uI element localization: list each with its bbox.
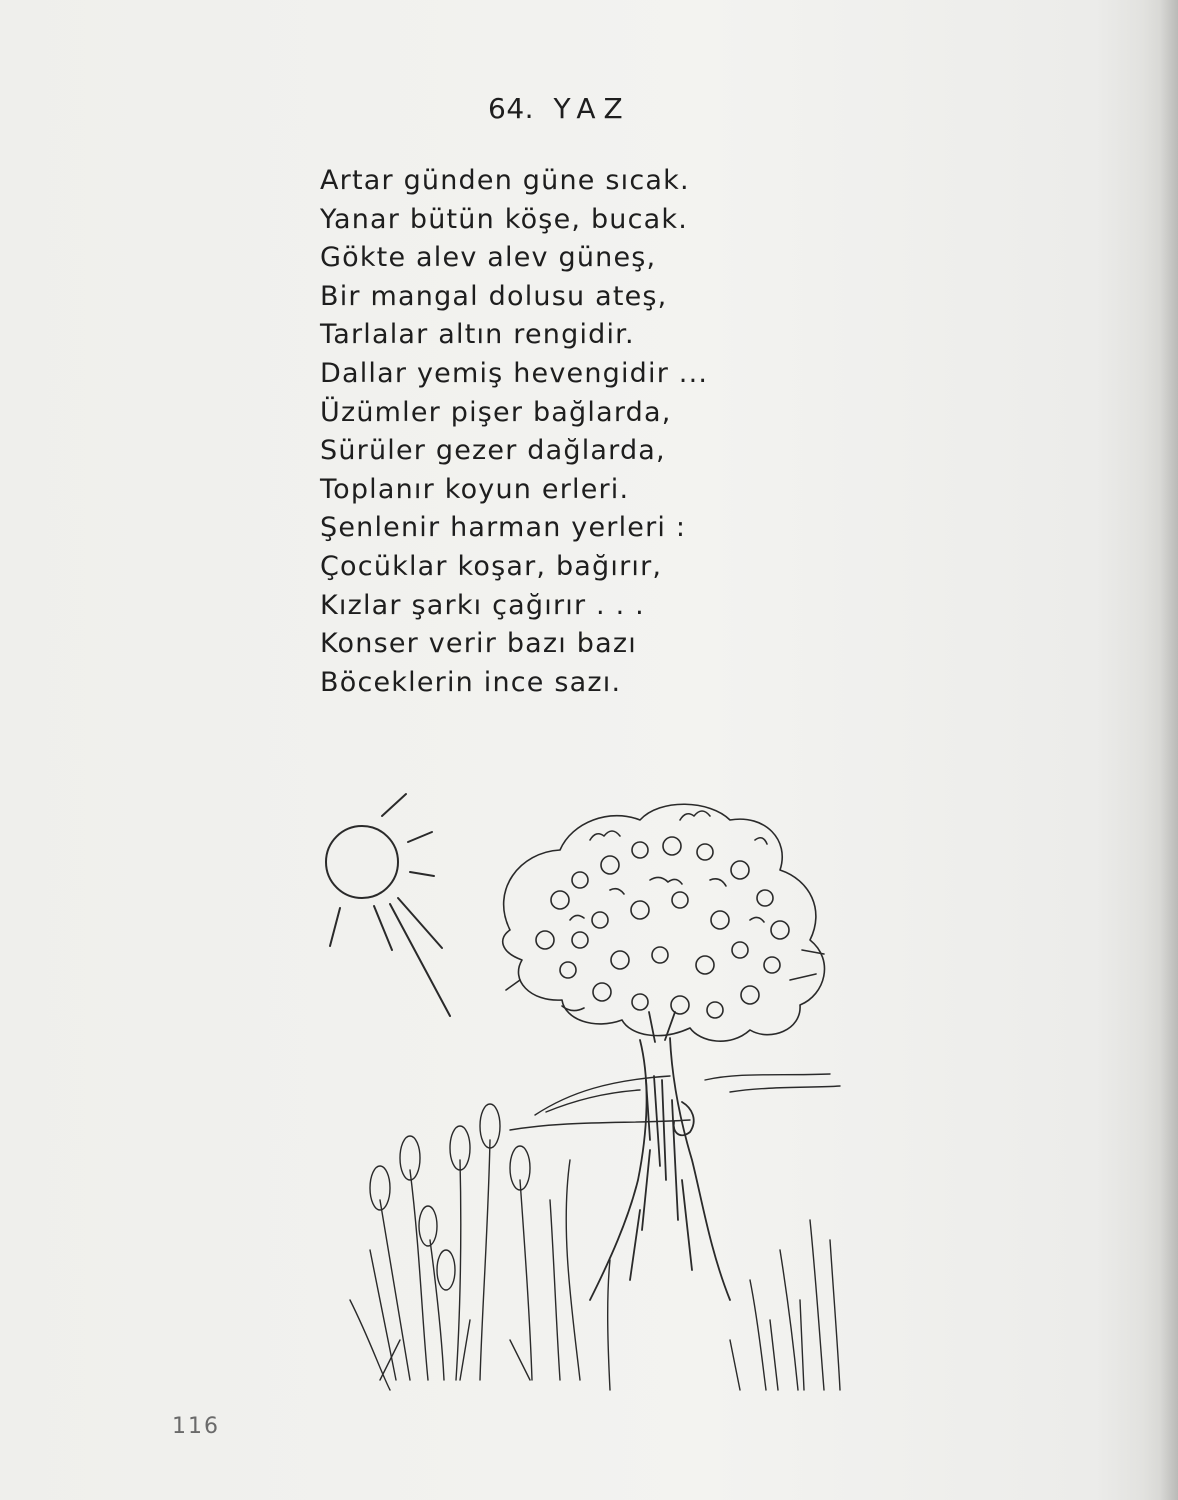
tree-trunk	[590, 1012, 730, 1300]
poem-line: Bir mangal dolusu ateş,	[320, 280, 668, 312]
poem-title	[488, 92, 631, 125]
poem-line: Sürüler gezer dağlarda,	[320, 435, 666, 467]
sun-tree-wheat-illustration	[310, 780, 850, 1400]
page-edge-shadow	[1160, 0, 1178, 1500]
poem-line: Artar günden güne sıcak.	[320, 165, 690, 196]
poem-line: Yanar bütün köşe, bucak.	[320, 203, 689, 235]
poem-line: Dallar yemiş hevengidir ...	[320, 357, 709, 389]
sun-icon	[326, 794, 450, 1016]
poem-line: Tarlalar altın rengidir.	[320, 319, 635, 351]
poem-line: Konser verir bazı bazı	[320, 628, 637, 660]
poem-title-word: YAZ	[553, 92, 631, 125]
poem-line: Gökte alev alev güneş,	[320, 242, 657, 274]
wheat-grass	[350, 1104, 840, 1390]
poem-line: Çocüklar koşar, bağırır,	[320, 550, 663, 582]
poem-line: Şenlenir harman yerleri :	[320, 512, 687, 544]
poem-body	[320, 162, 840, 702]
tree-canopy	[503, 804, 825, 1041]
poem-number: 64.	[488, 92, 535, 125]
page-number: 116	[172, 1414, 220, 1439]
poem-line: Üzümler pişer bağlarda,	[320, 396, 672, 428]
poem-line: Böceklerin ince sazı.	[320, 666, 622, 698]
poem-line: Kızlar şarkı çağırır . . .	[320, 589, 645, 621]
poem-line: Toplanır koyun erleri.	[320, 473, 630, 505]
